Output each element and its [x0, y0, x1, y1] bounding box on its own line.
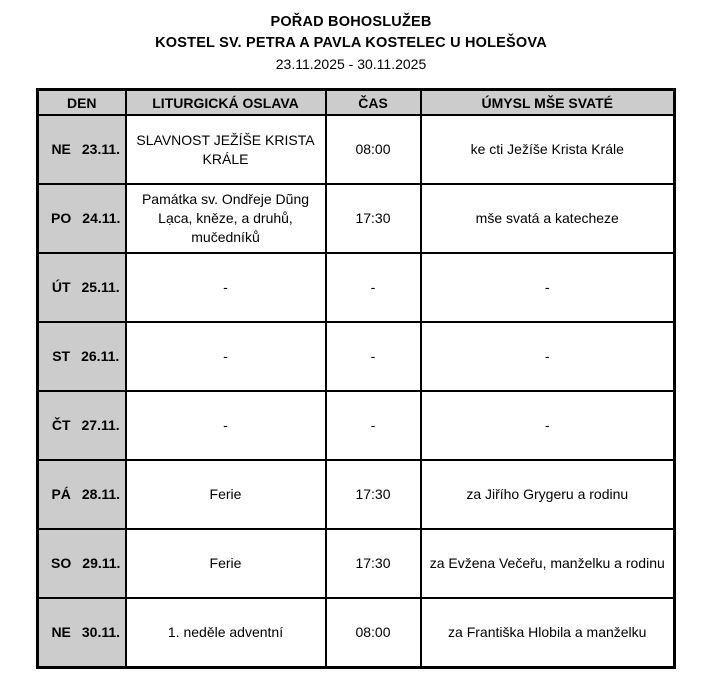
day-date: 30.11.: [81, 624, 121, 640]
celebration-cell: -: [126, 253, 326, 322]
day-abbrev: PO: [51, 210, 72, 226]
celebration-cell: Ferie: [126, 529, 326, 598]
intention-cell: ke cti Ježíše Krista Krále: [421, 115, 675, 184]
celebration-cell: -: [126, 391, 326, 460]
church-name: KOSTEL SV. PETRA A PAVLA KOSTELEC U HOLEŠOVA: [155, 35, 547, 51]
column-header-umysl-mse-svate: ÚMYSL MŠE SVATÉ: [421, 90, 675, 116]
date-range: 23.11.2025 - 30.11.2025: [275, 56, 427, 72]
document-header: [0, 12, 702, 75]
column-header-liturgicka-oslava: LITURGICKÁ OSLAVA: [126, 90, 326, 116]
day-abbrev: NE: [51, 624, 71, 640]
intention-cell: za Františka Hlobila a manželku: [421, 598, 675, 668]
day-abbrev: PÁ: [51, 486, 71, 502]
intention-cell: -: [421, 322, 675, 391]
celebration-cell: -: [126, 322, 326, 391]
table-row: [38, 598, 675, 668]
day-abbrev: NE: [51, 141, 71, 157]
intention-cell: za Jiřího Grygeru a rodinu: [421, 460, 675, 529]
day-cell: [38, 253, 126, 322]
day-date: 24.11.: [82, 210, 121, 226]
day-abbrev: ČT: [51, 417, 71, 433]
column-header-den: DEN: [38, 90, 126, 116]
table-row: [38, 253, 675, 322]
celebration-cell: SLAVNOST JEŽÍŠE KRISTA KRÁLE: [126, 115, 326, 184]
day-cell: [38, 184, 126, 253]
day-cell: [38, 598, 126, 668]
table-header-row: [38, 90, 675, 116]
day-date: 27.11.: [81, 417, 120, 433]
day-abbrev: ÚT: [51, 279, 71, 295]
celebration-cell: Ferie: [126, 460, 326, 529]
day-date: 23.11.: [81, 141, 121, 157]
day-date: 29.11.: [82, 555, 121, 571]
time-cell: 17:30: [326, 460, 421, 529]
table-row: [38, 322, 675, 391]
intention-cell: -: [421, 253, 675, 322]
day-cell: [38, 322, 126, 391]
time-cell: 17:30: [326, 184, 421, 253]
time-cell: 17:30: [326, 529, 421, 598]
celebration-cell: Památka sv. Ondřeje Dũng Lạca, kněze, a druhů, mučedníků: [126, 184, 326, 253]
celebration-cell: 1. neděle adventní: [126, 598, 326, 668]
intention-cell: za Evžena Večeřu, manželku a rodinu: [421, 529, 675, 598]
time-cell: -: [326, 322, 421, 391]
day-cell: [38, 460, 126, 529]
mass-schedule-table: [36, 88, 676, 669]
time-cell: 08:00: [326, 598, 421, 668]
day-cell: [38, 115, 126, 184]
intention-cell: -: [421, 391, 675, 460]
column-header-cas: ČAS: [326, 90, 421, 116]
page-title: POŘAD BOHOSLUŽEB: [270, 14, 432, 30]
table-row: [38, 529, 675, 598]
table-row: [38, 391, 675, 460]
day-date: 26.11.: [81, 348, 120, 364]
day-cell: [38, 391, 126, 460]
time-cell: -: [326, 391, 421, 460]
time-cell: 08:00: [326, 115, 421, 184]
day-cell: [38, 529, 126, 598]
day-abbrev: ST: [52, 348, 71, 364]
table-row: [38, 460, 675, 529]
table-row: [38, 115, 675, 184]
day-date: 28.11.: [81, 486, 121, 502]
day-date: 25.11.: [81, 279, 120, 295]
time-cell: -: [326, 253, 421, 322]
table-row: [38, 184, 675, 253]
intention-cell: mše svatá a katecheze: [421, 184, 675, 253]
day-abbrev: SO: [51, 555, 72, 571]
